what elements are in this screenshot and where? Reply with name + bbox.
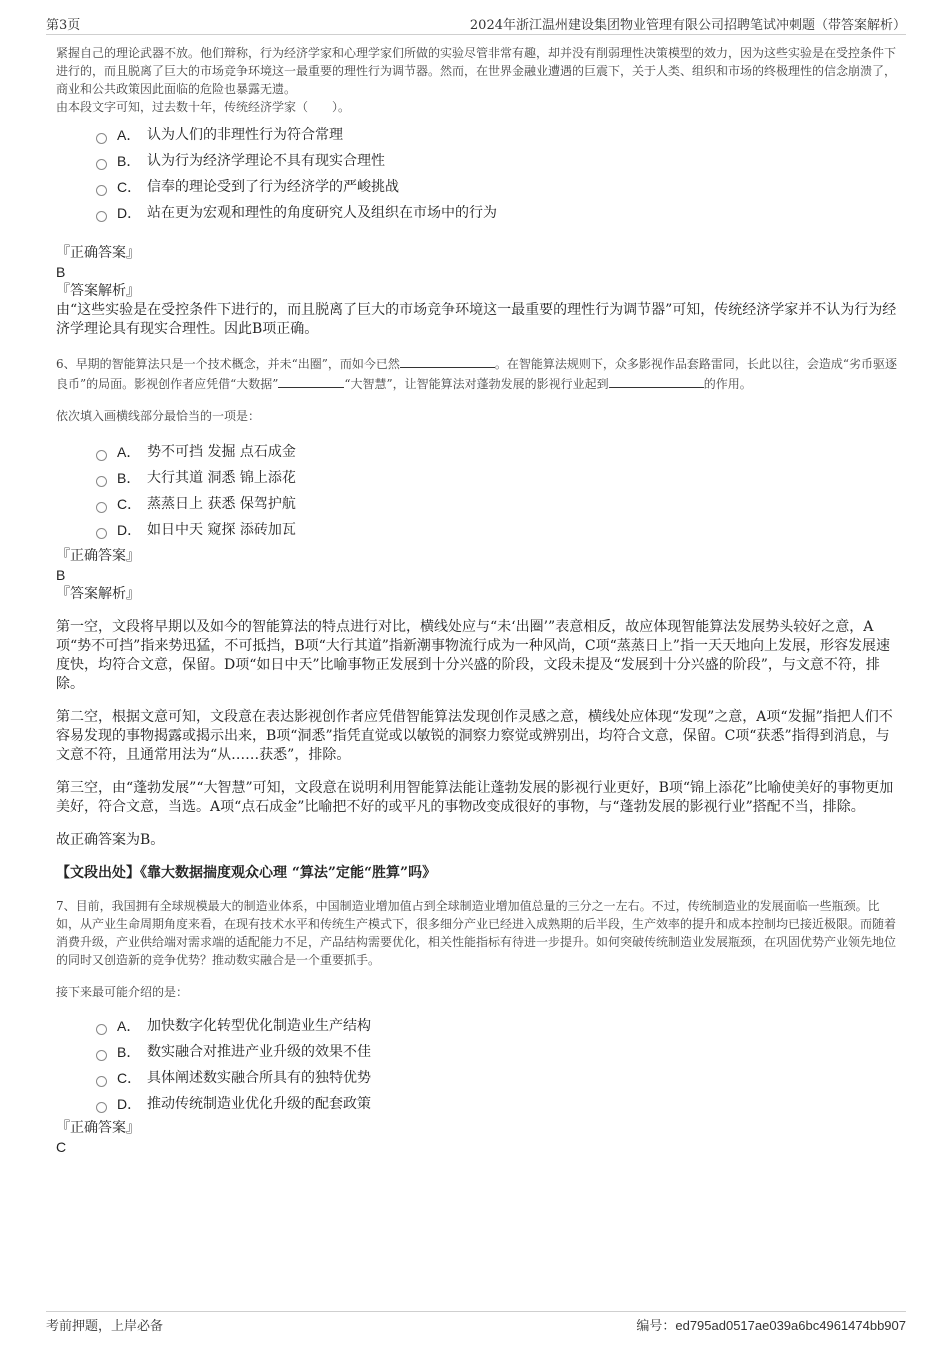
- q5-answer: B: [56, 264, 66, 280]
- document-title: 2024年浙江温州建设集团物业管理有限公司招聘笔试冲刺题（带答案解析）: [469, 18, 906, 33]
- page-header: [46, 14, 906, 35]
- q6-options: [56, 439, 898, 543]
- q5-answer-label: 『正确答案』: [56, 245, 140, 261]
- q6-option-d[interactable]: D． 如日中天 窥探 添砖加瓦: [96, 517, 898, 543]
- q7-prompt: 接下来最可能介绍的是：: [56, 985, 189, 999]
- q6-answer: B: [56, 567, 66, 583]
- footer-slogan: 考前押题，上岸必备: [46, 1319, 164, 1334]
- page-content: [56, 44, 898, 1157]
- q5-passage-tail: 紧握自己的理论武器不放。他们辩称，行为经济学家和心理学家们所做的实验尽管非常有趣，却并没有削弱理性决策模型的效力，因为这些实验是在受控条件下进行的，而且脱离了巨大的市场竞争环境这一最重要的理性行为调节器。然而，在世界金融业遭遇的巨震下，关于人类、组织和市场的终极理性的信念崩溃了，商业和公共政策因此面临的危险也暴露无遗。: [56, 46, 897, 96]
- radio-icon[interactable]: [96, 133, 107, 144]
- radio-icon[interactable]: [96, 502, 107, 513]
- q5-option-a[interactable]: A． 认为人们的非理性行为符合常理: [96, 122, 898, 148]
- radio-icon[interactable]: [96, 528, 107, 539]
- q7-option-b[interactable]: B． 数实融合对推进产业升级的效果不佳: [96, 1039, 898, 1065]
- q6-analysis-p3: 第三空，由“蓬勃发展”“大智慧”可知，文段意在说明利用智能算法能让蓬勃发展的影视行业更好，B项“锦上添花”比喻使美好的事物更加美好，符合文意，当选。A项“点石成金”比喻把不好的或平凡的事物改变成很好的事物，与“蓬勃发展的影视行业”搭配不当，排除。: [56, 780, 894, 815]
- q7-answer-label: 『正确答案』: [56, 1120, 140, 1136]
- q6-conclusion: 故正确答案为B。: [56, 832, 165, 848]
- radio-icon[interactable]: [96, 476, 107, 487]
- radio-icon[interactable]: [96, 1050, 107, 1061]
- q6-prompt: 依次填入画横线部分最恰当的一项是：: [56, 409, 261, 423]
- radio-icon[interactable]: [96, 450, 107, 461]
- q5-analysis-label: 『答案解析』: [56, 283, 140, 299]
- q6-analysis-p2: 第二空，根据文意可知，文段意在表达影视创作者应凭借智能算法发现创作灵感之意，横线处应体现“发现”之意，A项“发掘”指把人们不容易发现的事物揭露或揭示出来，B项“洞悉”指凭直觉或以敏锐的洞察力察觉或辨别出，均符合文意，保留。C项“获悉”指得到消息，与文意不符，且通常用法为“从……获悉”，排除。: [56, 709, 893, 763]
- q7-option-a[interactable]: A． 加快数字化转型优化制造业生产结构: [96, 1013, 898, 1039]
- q5-question: 由本段文字可知，过去数十年，传统经济学家（ ）。: [56, 100, 351, 114]
- q6-answer-label: 『正确答案』: [56, 548, 140, 564]
- q6-option-a[interactable]: A． 势不可挡 发掘 点石成金: [96, 439, 898, 465]
- q7-options: [56, 1013, 898, 1117]
- radio-icon[interactable]: [96, 211, 107, 222]
- q5-analysis: 由“这些实验是在受控条件下进行的，而且脱离了巨大的市场竞争环境这一最重要的理性行为调节器”可知，传统经济学家并不认为行为经济学理论具有现实合理性。因此B项正确。: [56, 302, 897, 337]
- q6-option-b[interactable]: B． 大行其道 洞悉 锦上添花: [96, 465, 898, 491]
- q5-option-c[interactable]: C． 信奉的理论受到了行为经济学的严峻挑战: [96, 174, 898, 200]
- radio-icon[interactable]: [96, 1076, 107, 1087]
- q7-stem: 7、目前，我国拥有全球规模最大的制造业体系，中国制造业增加值占到全球制造业增加值总量的三分之一左右。不过，传统制造业的发展面临一些瓶颈。比如，从产业生命周期角度来看，在现有技术水平和传统生产模式下，很多细分产业已经进入成熟期的后半段，生产效率的提升和成本控制均已接近极限。而随着消费升级，产业供给端对需求端的适配能力不足，产品结构需要优化，相关性能指标有待进一步提升。如何突破传统制造业发展瓶颈，在巩固优势产业领先地位的同时又创造新的竞争优势？推动数实融合是一个重要抓手。: [56, 899, 897, 967]
- radio-icon[interactable]: [96, 1024, 107, 1035]
- q5-options: [56, 122, 898, 226]
- q6-stem: 6、早期的智能算法只是一个技术概念，并未“出圈”，而如今已然 。在智能算法规则下，众多影视作品套路雷同，长此以往，会造成“劣币驱逐良币”的局面。影视创作者应凭借“大数据” “大智慧”，让智能算法对蓬勃发展的影视行业起到 的作用。: [56, 353, 898, 393]
- q7-answer: C: [56, 1139, 67, 1155]
- radio-icon[interactable]: [96, 159, 107, 170]
- fill-blank-1: [400, 353, 495, 368]
- radio-icon[interactable]: [96, 1102, 107, 1113]
- q6-analysis-label: 『答案解析』: [56, 586, 140, 602]
- radio-icon[interactable]: [96, 185, 107, 196]
- q6-option-c[interactable]: C． 蒸蒸日上 获悉 保驾护航: [96, 491, 898, 517]
- q5-option-b[interactable]: B． 认为行为经济学理论不具有现实合理性: [96, 148, 898, 174]
- fill-blank-2: [278, 373, 344, 388]
- page-number: 第3页: [46, 18, 81, 33]
- q7-option-d[interactable]: D． 推动传统制造业优化升级的配套政策: [96, 1091, 898, 1117]
- page-footer: [46, 1311, 906, 1334]
- q7-option-c[interactable]: C． 具体阐述数实融合所具有的独特优势: [96, 1065, 898, 1091]
- document-code: 编号：ed795ad0517ae039a6bc4961474bb907: [636, 1318, 906, 1334]
- q5-option-d[interactable]: D． 站在更为宏观和理性的角度研究人及组织在市场中的行为: [96, 200, 898, 226]
- q6-source: 【文段出处】《靠大数据揣度观众心理 “算法”定能“胜算”吗》: [56, 865, 437, 881]
- fill-blank-3: [609, 373, 704, 388]
- q6-analysis-p1: 第一空，文段将早期以及如今的智能算法的特点进行对比，横线处应与“未‘出圈’”表意相反，故应体现智能算法发展势头较好之意，A项“势不可挡”指来势迅猛，不可抵挡，B项“大行其道”指新潮事物流行成为一种风尚，C项“蒸蒸日上”指一天天地向上发展，形容发展速度快，均符合文意，保留。D项“如日中天”比喻事物正发展到十分兴盛的阶段，文段未提及“发展到十分兴盛的阶段”，与文意不符，排除。: [56, 619, 890, 692]
